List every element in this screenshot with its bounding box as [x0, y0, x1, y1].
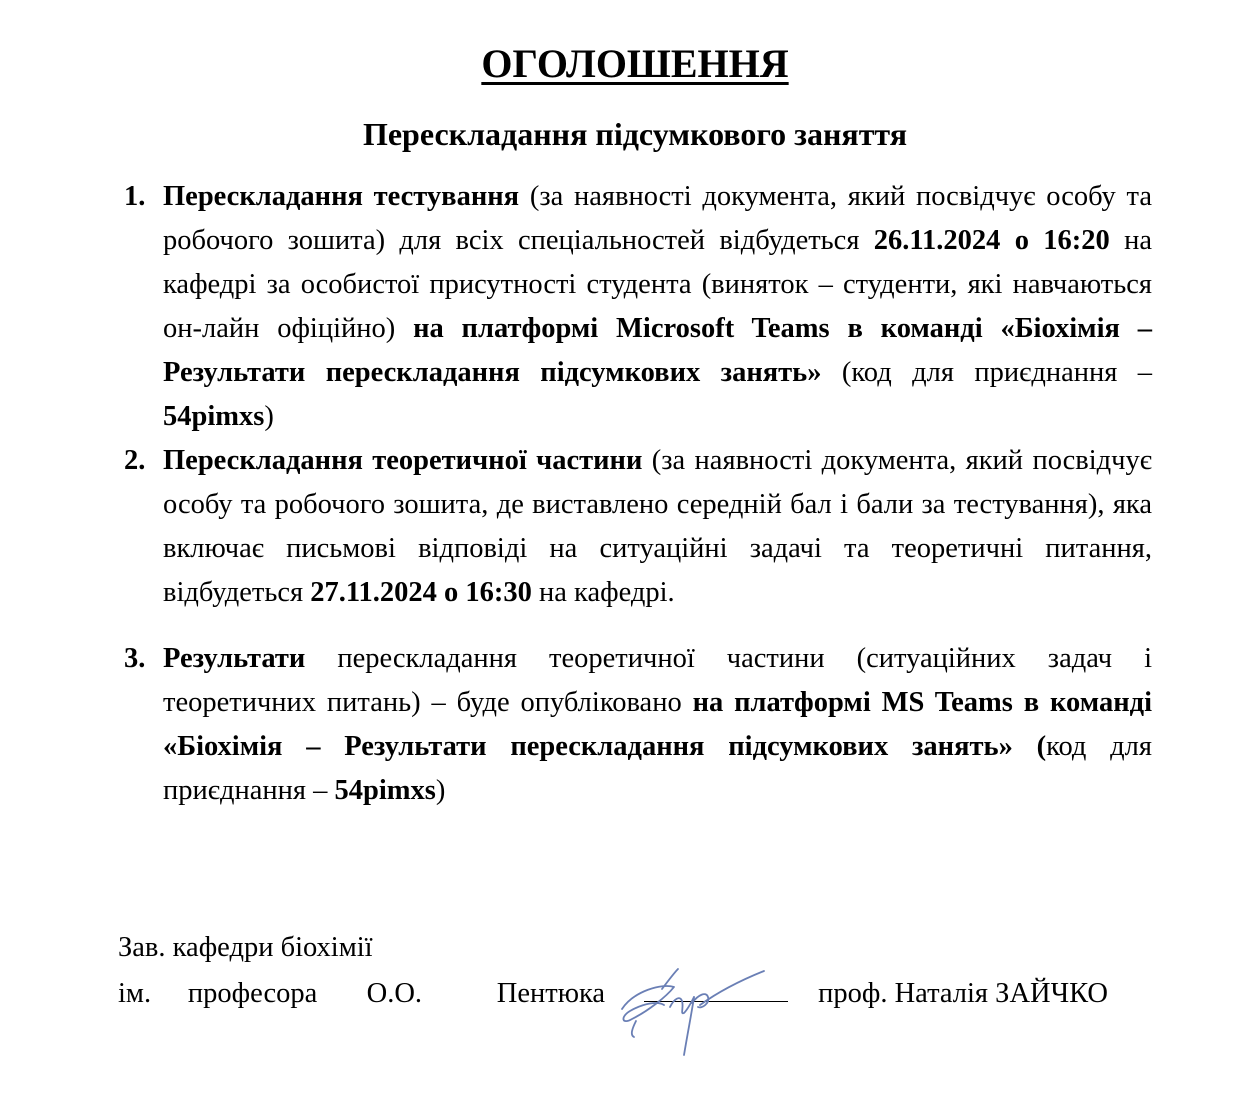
item-text-part: код для приєднання –: [163, 731, 1152, 806]
signer-department-line: [118, 971, 1108, 1017]
list-item: [122, 637, 1152, 813]
item-text-part: 27.11.2024 о 16:30: [310, 577, 532, 608]
list-item-text: [163, 181, 1152, 432]
item-text-part: (за наявності документа, який посвідчує особу та робочого зошита, де виставлено середній бал і бали за тестування), яка включає письмові відповіді на ситуаційні задачі та теоретичні питання, відбудеться: [163, 445, 1152, 608]
item-text-part: на платформі MS Teams в команді «Біохімія – Результати перескладання підсумкових занять» (: [163, 687, 1152, 762]
signer-department-word: О.О.: [366, 978, 423, 1009]
item-text-part: 54pimxs: [334, 775, 436, 806]
signer-department-word: професора: [187, 978, 318, 1009]
list-item: [122, 175, 1152, 439]
signer-position: Зав. кафедри біохімії: [118, 932, 373, 963]
list-item: [122, 439, 1152, 615]
item-text-part: на кафедрі.: [531, 577, 675, 608]
item-text-part: на платформі Microsoft Teams в команді «Біохімія – Результати перескладання підсумкових занять»: [163, 313, 1152, 388]
announcement-list: [122, 175, 1152, 813]
item-text-part: (за наявності документа, який посвідчує особу та робочого зошита) для всіх спеціальностей відбудеться: [163, 181, 1152, 256]
signature-block: [118, 925, 1108, 1017]
signer-department-word: Пентюка: [496, 978, 606, 1009]
item-text-part: (код для приєднання –: [821, 357, 1152, 388]
list-item-text: [163, 643, 1152, 806]
item-text-part: на кафедрі за особистої присутності студента (виняток – студенти, які навчаються он-лайн офіційно): [163, 225, 1152, 344]
page-subtitle: Перескладання підсумкового заняття: [362, 116, 908, 152]
signer-department-word: ім.: [118, 978, 152, 1009]
item-text-part: ): [264, 401, 274, 432]
item-text-part: Результати: [163, 643, 306, 674]
item-text-part: 54pimxs: [163, 401, 265, 432]
item-text-part: Перескладання теоретичної частини: [163, 445, 643, 476]
page-title: ОГОЛОШЕННЯ: [481, 41, 789, 86]
list-item-number: 3.: [124, 643, 146, 674]
list-item-number: 2.: [124, 445, 146, 476]
handwritten-signature-icon: [614, 951, 774, 1061]
list-item-text: [163, 445, 1152, 608]
item-text-part: перескладання теоретичної частини (ситуаційних задач і теоретичних питань) – буде опубліковано: [163, 643, 1152, 718]
list-item-number: 1.: [124, 181, 146, 212]
item-text-part: ): [435, 775, 446, 806]
item-text-part: Перескладання тестування: [163, 181, 520, 212]
signer-name: проф. Наталія ЗАЙЧКО: [818, 978, 1109, 1009]
item-text-part: 26.11.2024 о 16:20: [873, 225, 1110, 256]
